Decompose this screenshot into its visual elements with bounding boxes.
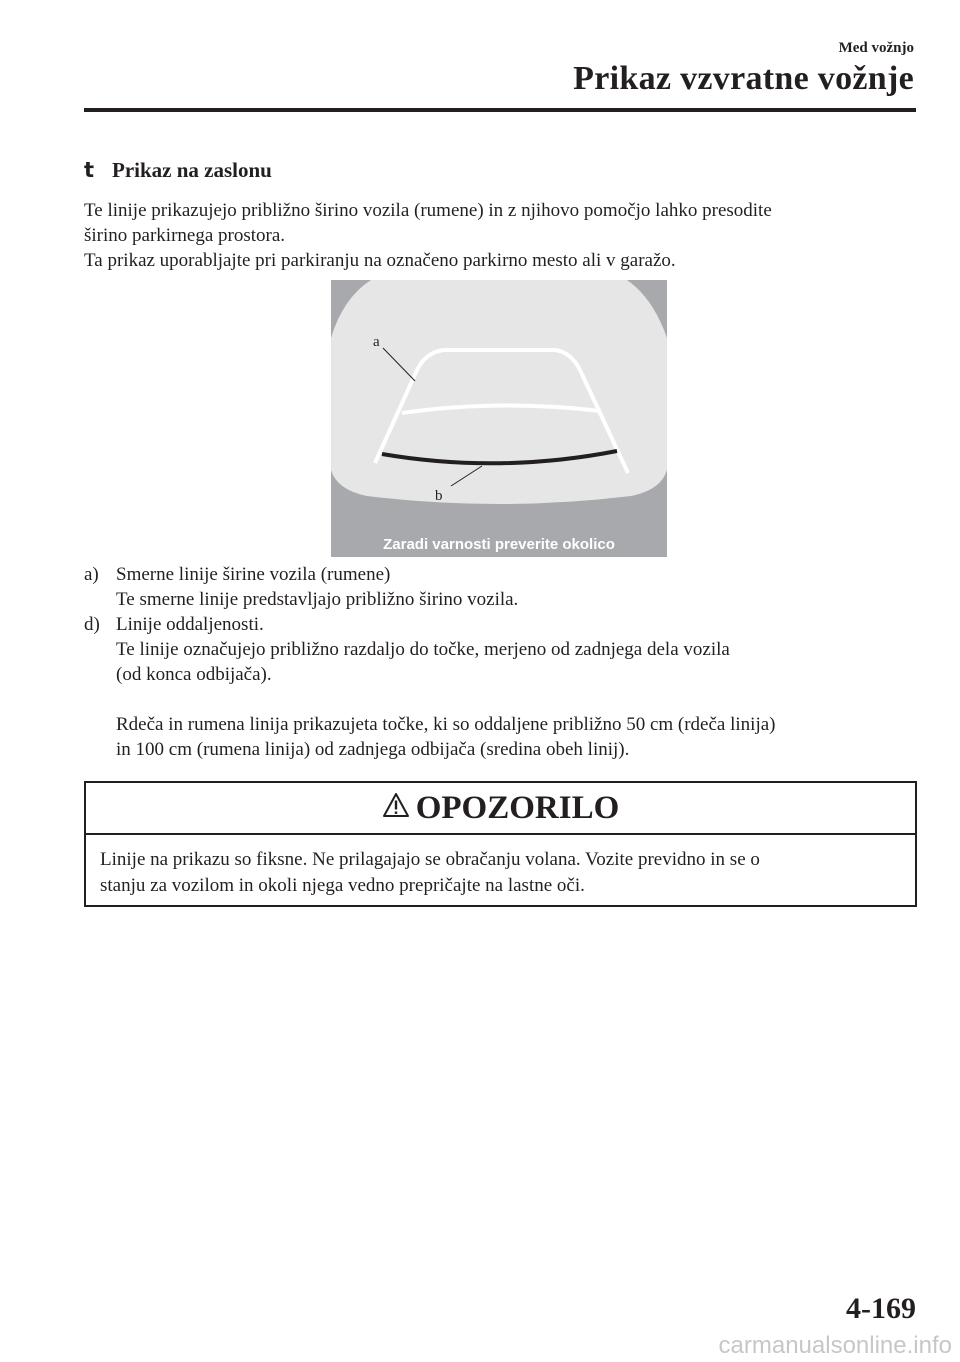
legend-mark: a) xyxy=(84,564,99,585)
warning-line: Linije na prikazu so fiksne. Ne prilagajajo se obračanju volana. Vozite previdno in se o xyxy=(100,849,760,870)
header-divider xyxy=(84,108,916,112)
callout-label-b: b xyxy=(435,488,443,504)
legend-line: Smerne linije širine vozila (rumene) xyxy=(116,564,391,585)
legend-line: Rdeča in rumena linija prikazujeta točke, ki so oddaljene približno 50 cm (rdeča linija) xyxy=(116,714,776,735)
legend-line: Linije oddaljenosti. xyxy=(116,614,264,635)
intro-line: Te linije prikazujejo približno širino vozila (rumene) in z njihovo pomočjo lahko presodite xyxy=(84,200,772,221)
intro-line: širino parkirnega prostora. xyxy=(84,225,286,246)
chapter-label: Med vožnjo xyxy=(838,40,914,56)
legend-line: Te smerne linije predstavljajo približno širino vozila. xyxy=(116,589,519,610)
screen-safety-text: Zaradi varnosti preverite okolico xyxy=(383,536,615,553)
callout-label-a: a xyxy=(373,334,380,350)
warning-triangle-icon xyxy=(382,792,410,823)
intro-paragraph xyxy=(84,198,916,273)
warning-line: stanju za vozilom in okoli njega vedno prepričajte na lastne oči. xyxy=(100,875,585,896)
section-bullet: t xyxy=(84,158,95,182)
legend-line: Te linije označujejo približno razdaljo do točke, merjeno od zadnjega dela vozila xyxy=(116,639,730,660)
section-heading xyxy=(84,158,272,183)
warning-header xyxy=(86,783,915,835)
legend-line: in 100 cm (rumena linija) od zadnjega odbijača (sredina obeh linij). xyxy=(116,739,630,760)
page-number: 4-169 xyxy=(846,1292,916,1325)
rear-view-screen-figure xyxy=(331,280,667,557)
legend-line: (od konca odbijača). xyxy=(116,664,272,685)
legend-item-d xyxy=(84,612,916,762)
intro-line: Ta prikaz uporabljajte pri parkiranju na označeno parkirno mesto ali v garažo. xyxy=(84,250,676,271)
warning-title: OPOZORILO xyxy=(415,789,620,826)
watermark: carmanualsonline.info xyxy=(718,1332,952,1359)
warning-box xyxy=(84,781,917,907)
warning-body xyxy=(86,835,915,899)
page-title: Prikaz vzvratne vožnje xyxy=(573,60,914,97)
screen-light-area xyxy=(331,280,667,504)
legend-mark: d) xyxy=(84,614,100,635)
section-heading-text: Prikaz na zaslonu xyxy=(112,158,272,182)
figure-legend xyxy=(84,562,916,762)
legend-item-a xyxy=(84,562,916,612)
